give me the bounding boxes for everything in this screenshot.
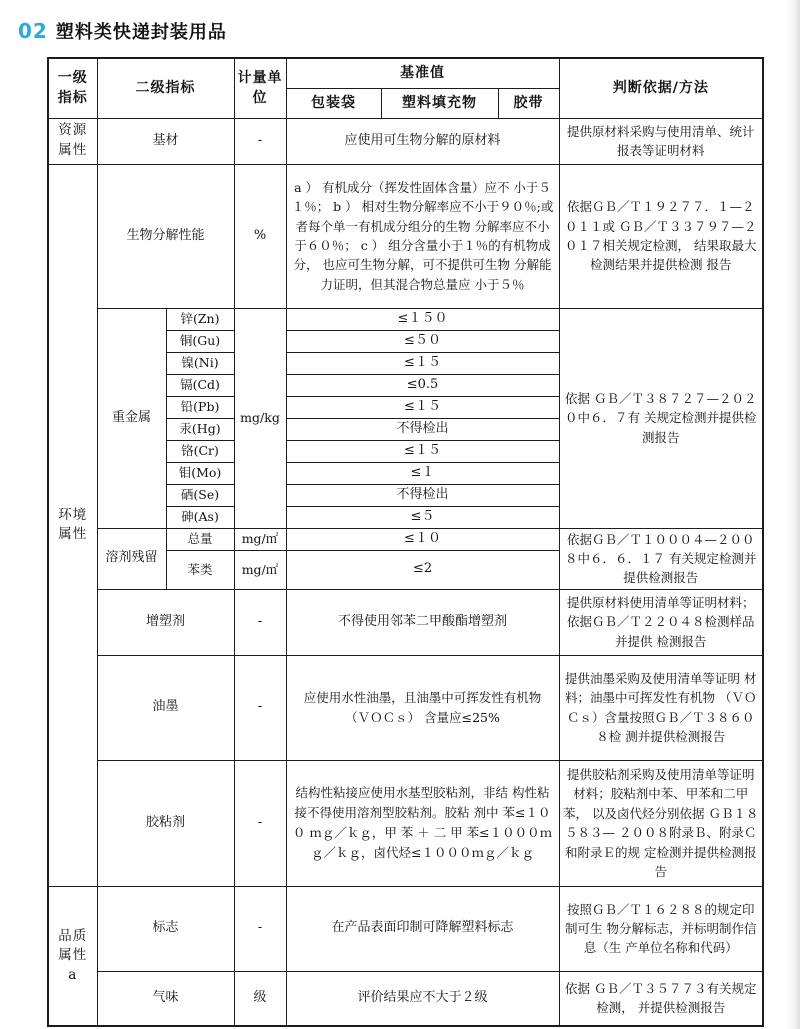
group-quality: 品质属性 a [48, 886, 97, 1026]
row-adhesive-name: 胶粘剂 [97, 760, 234, 886]
row-bio-unit: % [234, 164, 286, 308]
row-bio-name: 生物分解性能 [97, 164, 234, 308]
row-ink-value: 应使用水性油墨，且油墨中可挥发性有机物 （ＶＯＣｓ） 含量应≤25% [286, 655, 559, 760]
row-odor-unit: 级 [234, 971, 286, 1026]
row-marking-unit: - [234, 886, 286, 971]
section-number: 02 [18, 19, 48, 43]
metal-name: 镍(Ni) [166, 352, 234, 374]
metal-value: ≤１ [286, 462, 559, 484]
page-title [18, 18, 227, 44]
metal-value: ≤0.5 [286, 374, 559, 396]
header-benchmark-bag: 包装袋 [286, 88, 381, 118]
group-resource: 资源属性 [48, 118, 97, 164]
row-adhesive-method: 提供胶粘剂采购及使用清单等证明 材料；胶粘剂中苯、甲苯和二甲苯， 以及卤代烃分别依据 ＧＢ１８５８３— ２００８附录Ｂ、附录Ｃ和附录Ｅ的规 定检测并提供检测报告 [559, 760, 763, 886]
metal-value: 不得检出 [286, 484, 559, 506]
metal-value: 不得检出 [286, 418, 559, 440]
row-adhesive-value: 结构性粘接应使用水基型胶粘剂，非结 构性粘接不得使用溶剂型胶粘剂。胶粘 剂中 苯≤１００ ｍｇ／ｋｇ，甲 苯 ＋ 二 甲 苯≤１０００ｍｇ／ｋｇ，卤代烃≤１０００ｍｇ／ｋｇ [286, 760, 559, 886]
metal-value: ≤１５ [286, 396, 559, 418]
solvent-item-unit: mg/㎡ [234, 528, 286, 550]
row-plasticizer-value: 不得使用邻苯二甲酸酯增塑剂 [286, 589, 559, 655]
metal-value: ≤１５ [286, 440, 559, 462]
spec-table [47, 57, 764, 1027]
header-benchmark-tape: 胶带 [498, 88, 559, 118]
solvent-item-value: ≤2 [286, 550, 559, 589]
row-substrate-value: 应使用可生物分解的原材料 [286, 118, 559, 164]
metal-name: 硒(Se) [166, 484, 234, 506]
row-bio-value: a ） 有机成分（挥发性固体含量）应不 小于５１％； b ） 相对生物分解率应不小于９０％;或 者每个单一有机成分组分的生物 分解率应不小于６０％； c ） 组分含量小于１％的有机物成分， 也应可生物分解，可不提供可生物 分解能力证明，但其混合物总量应 小于５％ [286, 164, 559, 308]
metal-value: ≤５ [286, 506, 559, 528]
row-odor-value: 评价结果应不大于２级 [286, 971, 559, 1026]
row-odor-method: 依据 ＧＢ／Ｔ３５７７３有关规定检测， 并提供检测报告 [559, 971, 763, 1026]
row-substrate-name: 基材 [97, 118, 234, 164]
metal-name: 镉(Cd) [166, 374, 234, 396]
row-solvent-label: 溶剂残留 [97, 528, 166, 589]
header-method: 判断依据/方法 [559, 58, 763, 118]
metal-value: ≤５０ [286, 330, 559, 352]
group-environment: 环境属性 [48, 164, 97, 886]
header-level2: 二级指标 [97, 58, 234, 118]
row-substrate-method: 提供原材料采购与使用清单、统计 报表等证明材料 [559, 118, 763, 164]
solvent-item-unit: mg/㎡ [234, 550, 286, 589]
solvent-item-name: 总量 [166, 528, 234, 550]
metal-name: 铬(Cr) [166, 440, 234, 462]
row-ink-unit: - [234, 655, 286, 760]
solvent-item-value: ≤１０ [286, 528, 559, 550]
header-level1: 一级指标 [48, 58, 97, 118]
solvent-item-name: 苯类 [166, 550, 234, 589]
row-plasticizer-method: 提供原材料使用清单等证明材料； 依据ＧＢ／Ｔ２２０４８检测样品并提供 检测报告 [559, 589, 763, 655]
header-benchmark-filler: 塑料填充物 [381, 88, 498, 118]
row-heavy-metals-unit: mg/kg [234, 308, 286, 528]
header-unit: 计量单位 [234, 58, 286, 118]
row-heavy-metals-label: 重金属 [97, 308, 166, 528]
metal-name: 铅(Pb) [166, 396, 234, 418]
row-plasticizer-unit: - [234, 589, 286, 655]
row-plasticizer-name: 增塑剂 [97, 589, 234, 655]
section-title: 塑料类快递封装用品 [55, 22, 227, 43]
row-ink-method: 提供油墨采购及使用清单等证明 材料；油墨中可挥发性有机物 （ＶＯＣｓ）含量按照ＧＢ／Ｔ３８６０８检 测并提供检测报告 [559, 655, 763, 760]
row-marking-method: 按照ＧＢ／Ｔ１６２８８的规定印制可生 物分解标志，并标明制作信息（生 产单位名称和代码） [559, 886, 763, 971]
metal-name: 铜(Gu) [166, 330, 234, 352]
row-solvent-method: 依据ＧＢ／Ｔ１０００４—２００８中６．６．１７ 有关规定检测并提供检测报告 [559, 528, 763, 589]
metal-name: 钼(Mo) [166, 462, 234, 484]
metal-name: 砷(As) [166, 506, 234, 528]
row-heavy-metals-method: 依据 ＧＢ／Ｔ３８７２７—２０２０中６．７有 关规定检测并提供检测报告 [559, 308, 763, 528]
row-marking-value: 在产品表面印制可降解塑料标志 [286, 886, 559, 971]
metal-value: ≤１５０ [286, 308, 559, 330]
row-ink-name: 油墨 [97, 655, 234, 760]
row-marking-name: 标志 [97, 886, 234, 971]
row-adhesive-unit: - [234, 760, 286, 886]
metal-value: ≤１５ [286, 352, 559, 374]
row-odor-name: 气味 [97, 971, 234, 1026]
metal-name: 汞(Hg) [166, 418, 234, 440]
header-benchmark: 基准值 [286, 58, 559, 88]
row-substrate-unit: - [234, 118, 286, 164]
row-bio-method: 依据ＧＢ／Ｔ１９２７７．１—２０１１或 ＧＢ／Ｔ３３７９７—２０１７相关规定检测， 结果取最大检测结果并提供检测 报告 [559, 164, 763, 308]
metal-name: 锌(Zn) [166, 308, 234, 330]
